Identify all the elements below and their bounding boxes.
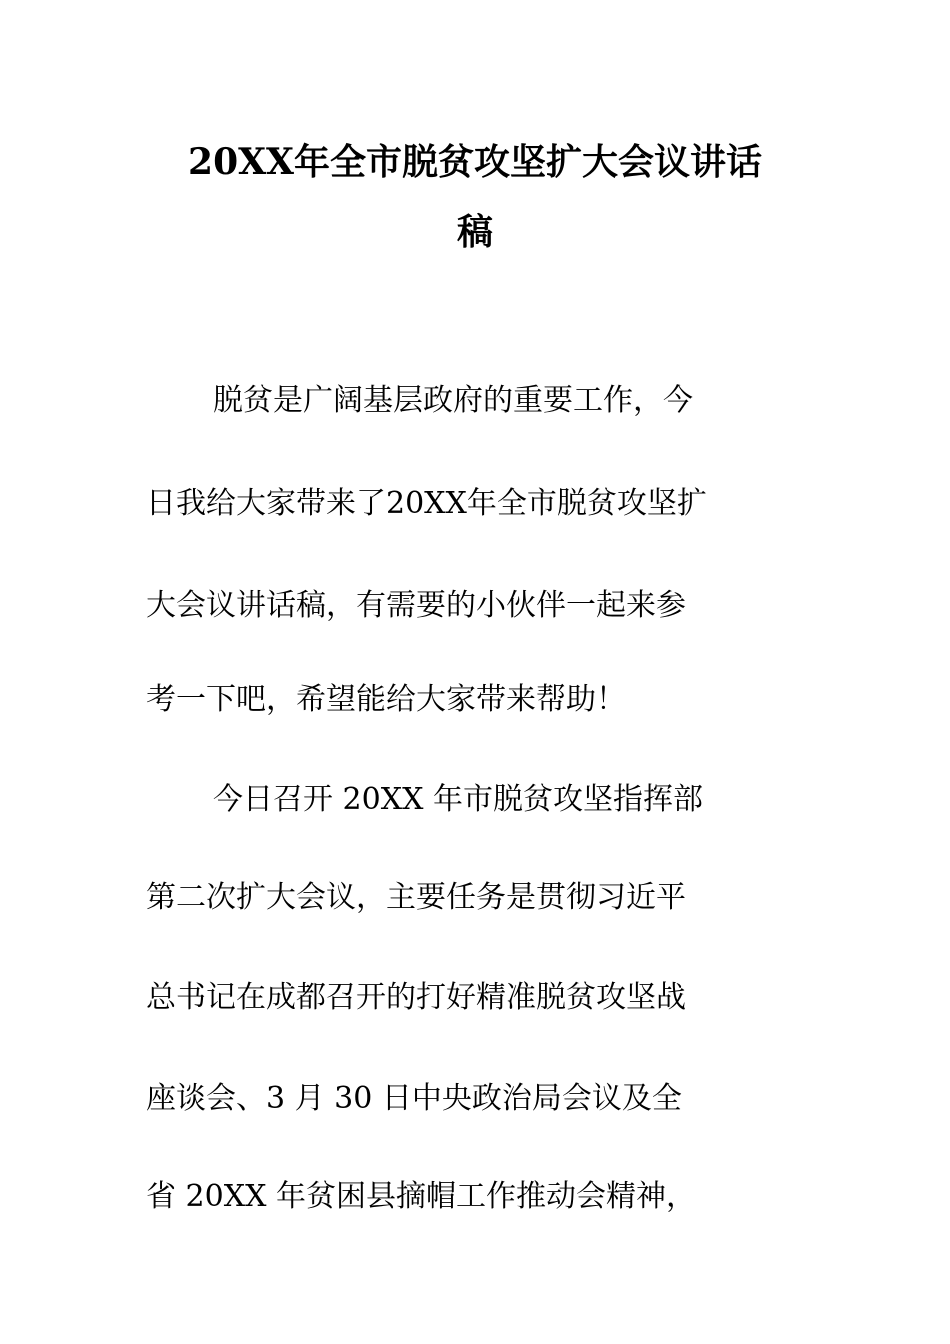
paragraph-1-line-4: 考一下吧，希望能给大家带来帮助！ [146,682,626,717]
paragraph-1-line-2: 日我给大家带来了20XX年全市脱贫攻坚扩 [146,486,707,521]
paragraph-2-line-4: 座谈会、3 月 30 日中央政治局会议及全 [146,1081,682,1116]
paragraph-2-line-5: 省 20XX 年贫困县摘帽工作推动会精神， [146,1179,696,1214]
document-title-line-1: 20XX年全市脱贫攻坚扩大会议讲话 [188,141,762,183]
paragraph-1-line-1: 脱贫是广阔基层政府的重要工作，今 [213,383,693,418]
paragraph-2-line-2: 第二次扩大会议，主要任务是贯彻习近平 [146,880,686,915]
paragraph-2-line-3: 总书记在成都召开的打好精准脱贫攻坚战 [146,980,686,1015]
paragraph-2-line-1: 今日召开 20XX 年市脱贫攻坚指挥部 [213,782,703,817]
document-title-line-2: 稿 [456,211,493,253]
paragraph-1-line-3: 大会议讲话稿，有需要的小伙伴一起来参 [146,588,686,623]
